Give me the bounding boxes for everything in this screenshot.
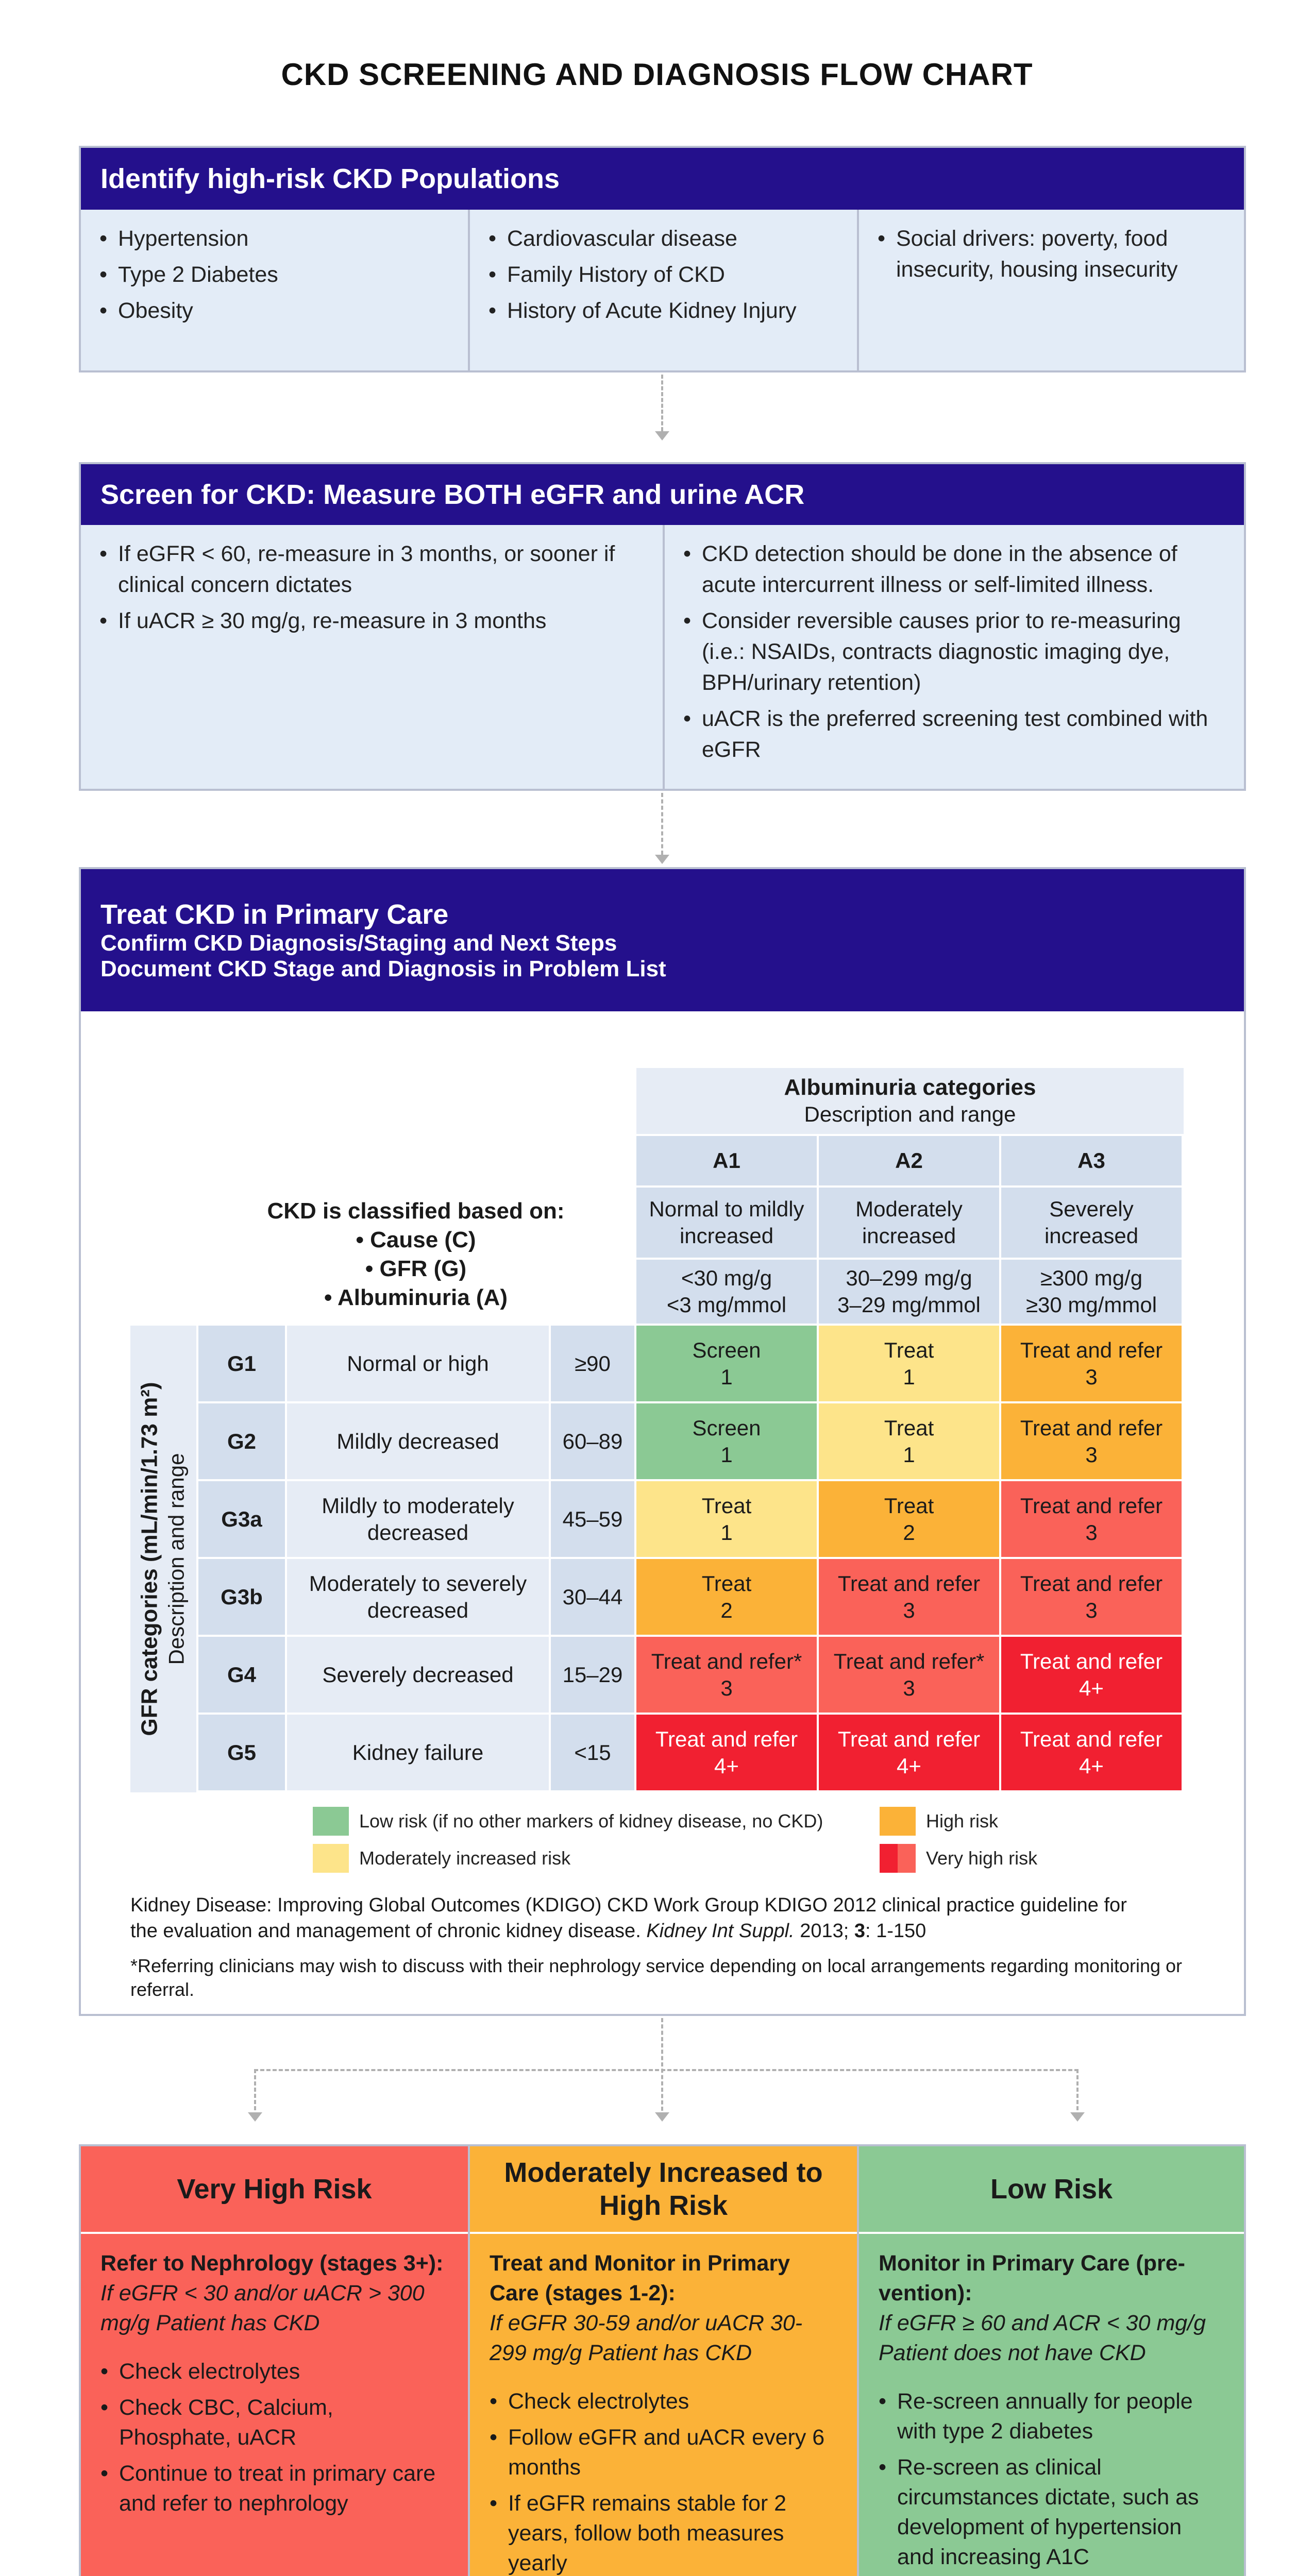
albuminuria-range <box>1001 1260 1184 1326</box>
connector-line <box>661 793 663 855</box>
gfr-range-label: 45–59 <box>562 1506 623 1531</box>
moderate-risk-criteria: If eGFR 30-59 and/or uACR 30-299 mg/g Patient has CKD <box>490 2311 803 2365</box>
gfr-description-label: Severely decreased <box>322 1662 514 1687</box>
arrow-down-icon <box>1070 2112 1085 2122</box>
risk-cell <box>819 1637 1001 1715</box>
risk-cell <box>1001 1481 1184 1559</box>
risk-cell <box>1001 1403 1184 1481</box>
risk-cell <box>819 1559 1001 1637</box>
low-risk-action: Monitor in Primary Care (pre-vention): <box>879 2251 1185 2306</box>
arrow-down-icon <box>655 431 669 440</box>
gfr-code <box>198 1715 287 1792</box>
risk-cell-action: Treat <box>884 1415 934 1440</box>
list-item: • Re-screen as clinical circumstances dictate, such as development of hypertension and increasing A1C <box>879 2452 1224 2572</box>
footnote: *Referring clinicians may wish to discuss with their nephrology service depending on local arrangements regarding monitoring or referral. <box>130 1955 1183 2000</box>
risk-cell <box>819 1326 1001 1403</box>
list-item: • If uACR ≥ 30 mg/g, re-measure in 3 months <box>99 605 644 636</box>
moderate-risk-title: Moderately Increased to High Risk <box>470 2146 857 2234</box>
list-item: • Family History of CKD <box>488 259 838 290</box>
albuminuria-code-label: A2 <box>895 1148 923 1173</box>
risk-cell-action: Treat <box>701 1571 752 1596</box>
arrow-down-icon <box>655 2112 669 2122</box>
gfr-axis-subtitle: Description and range <box>164 1453 189 1665</box>
arrow-down-icon <box>248 2112 262 2122</box>
albuminuria-header <box>636 1068 1184 1136</box>
gfr-description-label: Mildly to moderately decreased <box>322 1493 514 1545</box>
risk-cell-frequency: 3 <box>1085 1520 1098 1545</box>
connector-line <box>661 2018 663 2111</box>
risk-cell-frequency: 1 <box>903 1442 915 1467</box>
risk-cell <box>819 1715 1001 1792</box>
screen-col-left <box>81 525 665 789</box>
albuminuria-range-line: 3–29 mg/mmol <box>837 1293 981 1317</box>
albuminuria-code <box>1001 1136 1184 1188</box>
risk-cell <box>636 1481 819 1559</box>
albuminuria-range <box>819 1260 1001 1326</box>
gfr-range <box>551 1715 636 1792</box>
albuminuria-code-label: A3 <box>1077 1148 1105 1173</box>
list-item: • Re-screen annually for people with type 2 diabetes <box>879 2386 1224 2446</box>
very-high-risk-panel <box>79 2144 470 2576</box>
gfr-description <box>287 1559 551 1637</box>
albuminuria-range-line: 30–299 mg/g <box>846 1266 972 1290</box>
albuminuria-code <box>819 1136 1001 1188</box>
risk-cell-action: Treat and refer <box>1020 1571 1163 1596</box>
gfr-code-label: G3a <box>221 1506 262 1531</box>
risk-cell-action: Treat and refer <box>1020 1337 1163 1362</box>
identify-col-2 <box>470 210 859 370</box>
gfr-code <box>198 1403 287 1481</box>
albuminuria-description <box>1001 1188 1184 1260</box>
risk-cell <box>1001 1326 1184 1403</box>
risk-cell <box>1001 1637 1184 1715</box>
gfr-code <box>198 1481 287 1559</box>
gfr-range <box>551 1559 636 1637</box>
gfr-range-label: 60–89 <box>562 1429 623 1453</box>
gfr-code-label: G3b <box>221 1584 263 1609</box>
risk-cell <box>1001 1559 1184 1637</box>
risk-cell-action: Treat and refer <box>1020 1726 1163 1751</box>
risk-cell-action: Treat <box>884 1493 934 1518</box>
risk-cell-frequency: 3 <box>1085 1442 1098 1467</box>
albuminuria-code <box>636 1136 819 1188</box>
risk-cell-frequency: 1 <box>903 1364 915 1389</box>
citation <box>130 1892 1212 1944</box>
connector-line <box>254 2069 1079 2071</box>
albuminuria-description <box>819 1188 1001 1260</box>
legend-moderate: Moderately increased risk <box>359 1848 571 1869</box>
gfr-range <box>551 1326 636 1403</box>
treat-heading: Treat CKD in Primary Care <box>100 899 449 930</box>
risk-cell-action: Treat and refer <box>1020 1649 1163 1673</box>
legend-very-high: Very high risk <box>926 1848 1038 1869</box>
list-item: • Continue to treat in primary care and refer to nephrology <box>100 2459 448 2518</box>
gfr-code <box>198 1637 287 1715</box>
albuminuria-code-label: A1 <box>713 1148 740 1173</box>
list-item: • History of Acute Kidney Injury <box>488 295 838 326</box>
risk-cell-action: Screen <box>692 1337 761 1362</box>
gfr-range-label: 30–44 <box>562 1584 623 1609</box>
albuminuria-range-line: <30 mg/g <box>681 1266 772 1290</box>
kdigo-heatmap <box>81 1011 1244 2014</box>
classification-item: • Cause (C) <box>356 1227 476 1252</box>
low-risk-title: Low Risk <box>859 2146 1244 2234</box>
risk-cell-action: Treat and refer* <box>833 1649 985 1673</box>
gfr-code-label: G2 <box>227 1429 257 1453</box>
list-item: • Obesity <box>99 295 449 326</box>
gfr-range-label: 15–29 <box>562 1662 623 1687</box>
list-item: • Follow eGFR and uACR every 6 months <box>490 2422 837 2482</box>
risk-cell-frequency: 1 <box>720 1520 733 1545</box>
albuminuria-description <box>636 1188 819 1260</box>
legend-high: High risk <box>926 1810 999 1832</box>
very-high-risk-title: Very High Risk <box>81 2146 468 2234</box>
citation-line-2: the evaluation and management of chronic kidney disease. Kidney Int Suppl. 2013; 3: 1-150 <box>130 1920 926 1942</box>
risk-cell-action: Treat and refer <box>655 1726 798 1751</box>
gfr-range <box>551 1481 636 1559</box>
risk-cell-frequency: 1 <box>720 1364 733 1389</box>
gfr-range-label: <15 <box>574 1740 611 1765</box>
classification-item: • Albuminuria (A) <box>324 1285 508 1310</box>
albuminuria-description-label: Severely increased <box>1044 1197 1139 1248</box>
list-item: • Social drivers: poverty, food insecurity, housing insecurity <box>878 223 1225 285</box>
gfr-axis-header <box>130 1326 198 1792</box>
very-high-risk-criteria: If eGFR < 30 and/or uACR > 300 mg/g Patient has CKD <box>100 2281 425 2335</box>
treat-section <box>79 867 1246 2016</box>
albuminuria-range-line: ≥30 mg/mmol <box>1025 1293 1157 1317</box>
gfr-description <box>287 1403 551 1481</box>
list-item: • uACR is the preferred screening test combined with eGFR <box>683 703 1225 765</box>
treat-subheading-1: Confirm CKD Diagnosis/Staging and Next Steps <box>100 930 617 956</box>
classification-note <box>194 1197 637 1312</box>
identify-section <box>79 146 1246 372</box>
gfr-axis-title: GFR categories (mL/min/1.73 m²) <box>137 1382 162 1736</box>
gfr-description-label: Kidney failure <box>352 1740 484 1765</box>
albuminuria-description-label: Moderately increased <box>855 1197 963 1248</box>
screen-section <box>79 462 1246 791</box>
low-risk-panel <box>857 2144 1246 2576</box>
treat-subheading-2: Document CKD Stage and Diagnosis in Problem List <box>100 956 666 981</box>
risk-cell-frequency: 4+ <box>1079 1753 1104 1778</box>
gfr-range <box>551 1637 636 1715</box>
legend-low: Low risk (if no other markers of kidney disease, no CKD) <box>359 1810 823 1832</box>
risk-cell-action: Treat <box>701 1493 752 1518</box>
risk-cell-frequency: 2 <box>903 1520 915 1545</box>
connector-line <box>661 375 663 431</box>
risk-cell-frequency: 2 <box>720 1598 733 1622</box>
risk-cell <box>636 1403 819 1481</box>
gfr-code-label: G5 <box>227 1740 257 1765</box>
identify-col-3 <box>859 210 1244 370</box>
risk-cell <box>636 1559 819 1637</box>
risk-cell-action: Treat <box>884 1337 934 1362</box>
very-high-risk-action: Refer to Nephrology (stages 3+): <box>100 2251 444 2276</box>
risk-cell-frequency: 4+ <box>714 1753 739 1778</box>
risk-cell-action: Treat and refer <box>837 1571 981 1596</box>
risk-cell-action: Screen <box>692 1415 761 1440</box>
albuminuria-range-line: <3 mg/mmol <box>666 1293 787 1317</box>
list-item: • Hypertension <box>99 223 449 254</box>
gfr-code-label: G4 <box>227 1662 257 1687</box>
risk-cell-frequency: 3 <box>903 1675 915 1700</box>
legend-swatch-low <box>313 1807 349 1836</box>
list-item: • Check electrolytes <box>490 2386 837 2416</box>
gfr-description <box>287 1326 551 1403</box>
classification-item: • GFR (G) <box>365 1256 467 1281</box>
connector-line <box>254 2069 256 2110</box>
risk-cell <box>636 1715 819 1792</box>
page-title: CKD SCREENING AND DIAGNOSIS FLOW CHART <box>281 57 1033 92</box>
gfr-range <box>551 1403 636 1481</box>
gfr-code-label: G1 <box>227 1351 257 1376</box>
gfr-description-label: Normal or high <box>347 1351 489 1376</box>
risk-cell <box>819 1481 1001 1559</box>
screen-heading: Screen for CKD: Measure BOTH eGFR and urine ACR <box>81 464 1244 525</box>
albuminuria-subtitle: Description and range <box>804 1102 1016 1126</box>
albuminuria-range-line: ≥300 mg/g <box>1040 1266 1143 1290</box>
risk-cell <box>636 1637 819 1715</box>
identify-col-1 <box>81 210 470 370</box>
risk-cell-action: Treat and refer <box>1020 1493 1163 1518</box>
legend-swatch-moderate <box>313 1844 349 1873</box>
risk-cell-action: Treat and refer* <box>651 1649 802 1673</box>
legend-swatch-very-high-2 <box>898 1844 916 1873</box>
risk-cell-frequency: 3 <box>1085 1364 1098 1389</box>
treat-heading-block <box>81 869 1244 1011</box>
moderate-risk-action: Treat and Monitor in Primary Care (stages 1-2): <box>490 2251 790 2306</box>
gfr-description <box>287 1481 551 1559</box>
gfr-range-label: ≥90 <box>575 1351 611 1376</box>
albuminuria-range <box>636 1260 819 1326</box>
list-item: • If eGFR < 60, re-measure in 3 months, or sooner if clinical concern dictates <box>99 538 644 600</box>
low-risk-criteria: If eGFR ≥ 60 and ACR < 30 mg/g Patient does not have CKD <box>879 2311 1206 2365</box>
risk-cell-action: Treat and refer <box>1020 1415 1163 1440</box>
moderate-risk-panel <box>468 2144 859 2576</box>
list-item: • Type 2 Diabetes <box>99 259 449 290</box>
gfr-code <box>198 1326 287 1403</box>
risk-cell-frequency: 1 <box>720 1442 733 1467</box>
gfr-description-label: Mildly decreased <box>336 1429 499 1453</box>
risk-cell-frequency: 3 <box>1085 1598 1098 1622</box>
gfr-description <box>287 1715 551 1792</box>
risk-cell <box>636 1326 819 1403</box>
risk-cell <box>1001 1715 1184 1792</box>
risk-cell-frequency: 3 <box>720 1675 733 1700</box>
classification-intro: CKD is classified based on: <box>267 1198 565 1224</box>
legend-swatch-very-high <box>880 1844 898 1873</box>
gfr-code <box>198 1559 287 1637</box>
risk-cell-action: Treat and refer <box>837 1726 981 1751</box>
citation-line-1: Kidney Disease: Improving Global Outcomes (KDIGO) CKD Work Group KDIGO 2012 clinical practice guideline for <box>130 1894 1127 1916</box>
list-item: • CKD detection should be done in the absence of acute intercurrent illness or self-limited illness. <box>683 538 1225 600</box>
legend-swatch-high <box>880 1807 916 1836</box>
list-item: • Check CBC, Calcium, Phosphate, uACR <box>100 2393 448 2452</box>
identify-heading: Identify high-risk CKD Populations <box>81 148 1244 210</box>
albuminuria-title: Albuminuria categories <box>784 1075 1036 1100</box>
connector-line <box>1076 2069 1079 2110</box>
list-item: • Consider reversible causes prior to re-measuring (i.e.: NSAIDs, contracts diagnostic imaging dye, BPH/urinary retention) <box>683 605 1225 698</box>
albuminuria-description-label: Normal to mildly increased <box>649 1197 804 1248</box>
risk-cell-frequency: 4+ <box>897 1753 921 1778</box>
arrow-down-icon <box>655 855 669 864</box>
list-item: • Cardiovascular disease <box>488 223 838 254</box>
screen-col-right <box>665 525 1244 789</box>
risk-cell <box>819 1403 1001 1481</box>
list-item: • Check electrolytes <box>100 2357 448 2386</box>
list-item: • If eGFR remains stable for 2 years, follow both measures yearly <box>490 2488 837 2576</box>
gfr-description-label: Moderately to severely decreased <box>309 1571 527 1622</box>
risk-cell-frequency: 4+ <box>1079 1675 1104 1700</box>
risk-cell-frequency: 3 <box>903 1598 915 1622</box>
gfr-description <box>287 1637 551 1715</box>
